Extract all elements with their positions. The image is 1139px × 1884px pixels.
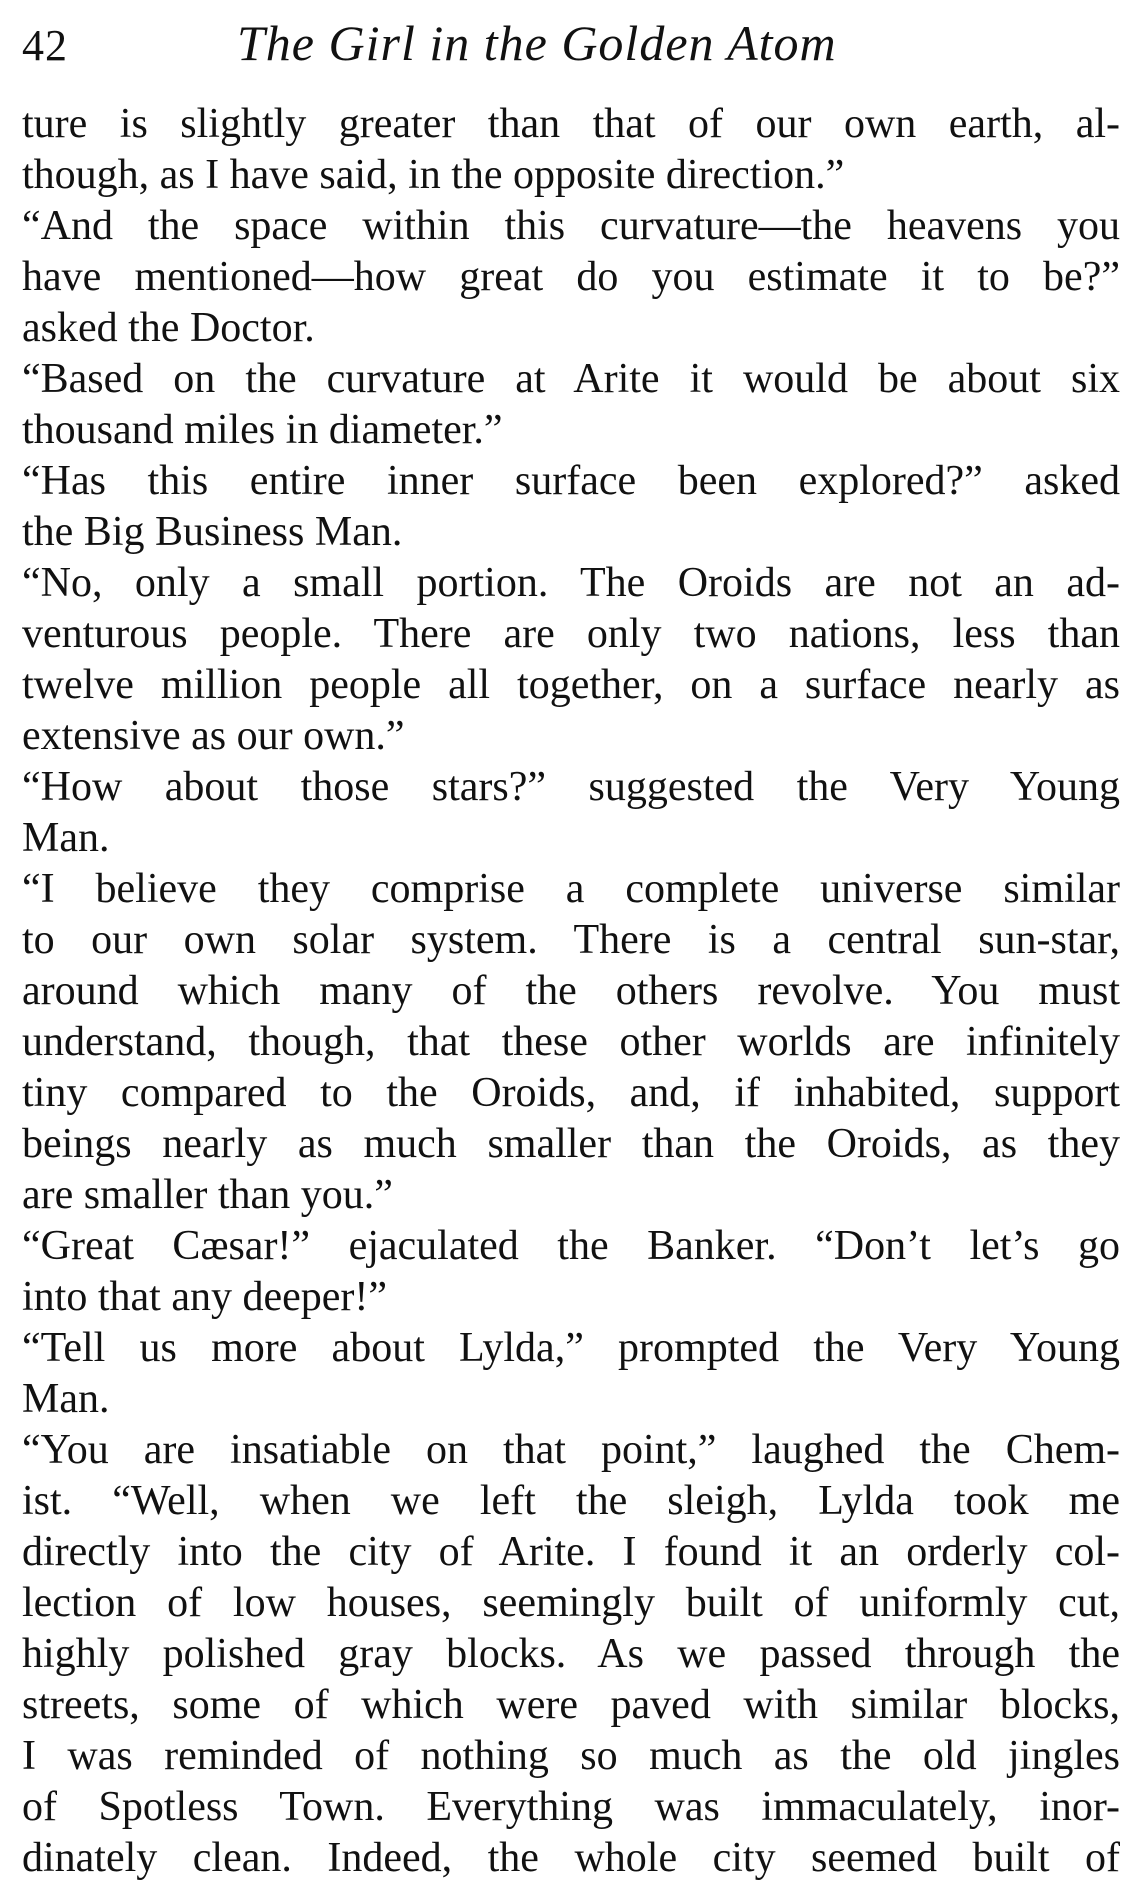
text-line: twelve million people all together, on a surface nearly as: [22, 662, 1120, 708]
body-text: [22, 99, 1120, 1884]
text-line: to our own solar system. There is a central sun-star,: [22, 917, 1120, 963]
text-line: tiny compared to the Oroids, and, if inhabited, support: [22, 1070, 1120, 1116]
text-line: “And the space within this curvature—the heavens you: [22, 203, 1120, 249]
running-head: [22, 14, 1122, 74]
text-line: extensive as our own.”: [22, 713, 405, 759]
text-line: asked the Doctor.: [22, 305, 315, 351]
text-line: directly into the city of Arite. I found it an orderly col-: [22, 1529, 1120, 1575]
text-line: of Spotless Town. Everything was immaculately, inor-: [22, 1784, 1120, 1830]
text-line: “You are insatiable on that point,” laughed the Chem-: [22, 1427, 1120, 1473]
text-line: into that any deeper!”: [22, 1274, 387, 1320]
book-title: The Girl in the Golden Atom: [237, 15, 837, 71]
text-line: “I believe they comprise a complete universe similar: [22, 866, 1120, 912]
text-line: understand, though, that these other worlds are infinitely: [22, 1019, 1120, 1065]
text-line: I was reminded of nothing so much as the old jingles: [22, 1733, 1120, 1779]
text-line: are smaller than you.”: [22, 1172, 393, 1218]
text-line: “Tell us more about Lylda,” prompted the Very Young: [22, 1325, 1120, 1371]
text-line: lection of low houses, seemingly built of uniformly cut,: [22, 1580, 1120, 1626]
text-line: ture is slightly greater than that of our own earth, al-: [22, 101, 1120, 147]
text-line: “Great Cæsar!” ejaculated the Banker. “Don’t let’s go: [22, 1223, 1120, 1269]
text-line: streets, some of which were paved with similar blocks,: [22, 1682, 1120, 1728]
text-line: “No, only a small portion. The Oroids are not an ad-: [22, 560, 1120, 606]
text-line: Man.: [22, 815, 110, 861]
text-line: Man.: [22, 1376, 110, 1422]
text-line: ist. “Well, when we left the sleigh, Lylda took me: [22, 1478, 1120, 1524]
text-line: “Based on the curvature at Arite it would be about six: [22, 356, 1120, 402]
page-number: 42: [22, 21, 68, 70]
text-line: venturous people. There are only two nations, less than: [22, 611, 1120, 657]
text-line: dinately clean. Indeed, the whole city seemed built of: [22, 1835, 1120, 1881]
text-line: highly polished gray blocks. As we passed through the: [22, 1631, 1120, 1677]
text-line: “How about those stars?” suggested the Very Young: [22, 764, 1120, 810]
text-line: have mentioned—how great do you estimate it to be?”: [22, 254, 1120, 300]
text-line: “Has this entire inner surface been explored?” asked: [22, 458, 1120, 504]
text-line: thousand miles in diameter.”: [22, 407, 503, 453]
text-line: though, as I have said, in the opposite direction.”: [22, 152, 845, 198]
text-line: beings nearly as much smaller than the Oroids, as they: [22, 1121, 1120, 1167]
text-line: around which many of the others revolve. You must: [22, 968, 1120, 1014]
text-line: the Big Business Man.: [22, 509, 403, 555]
